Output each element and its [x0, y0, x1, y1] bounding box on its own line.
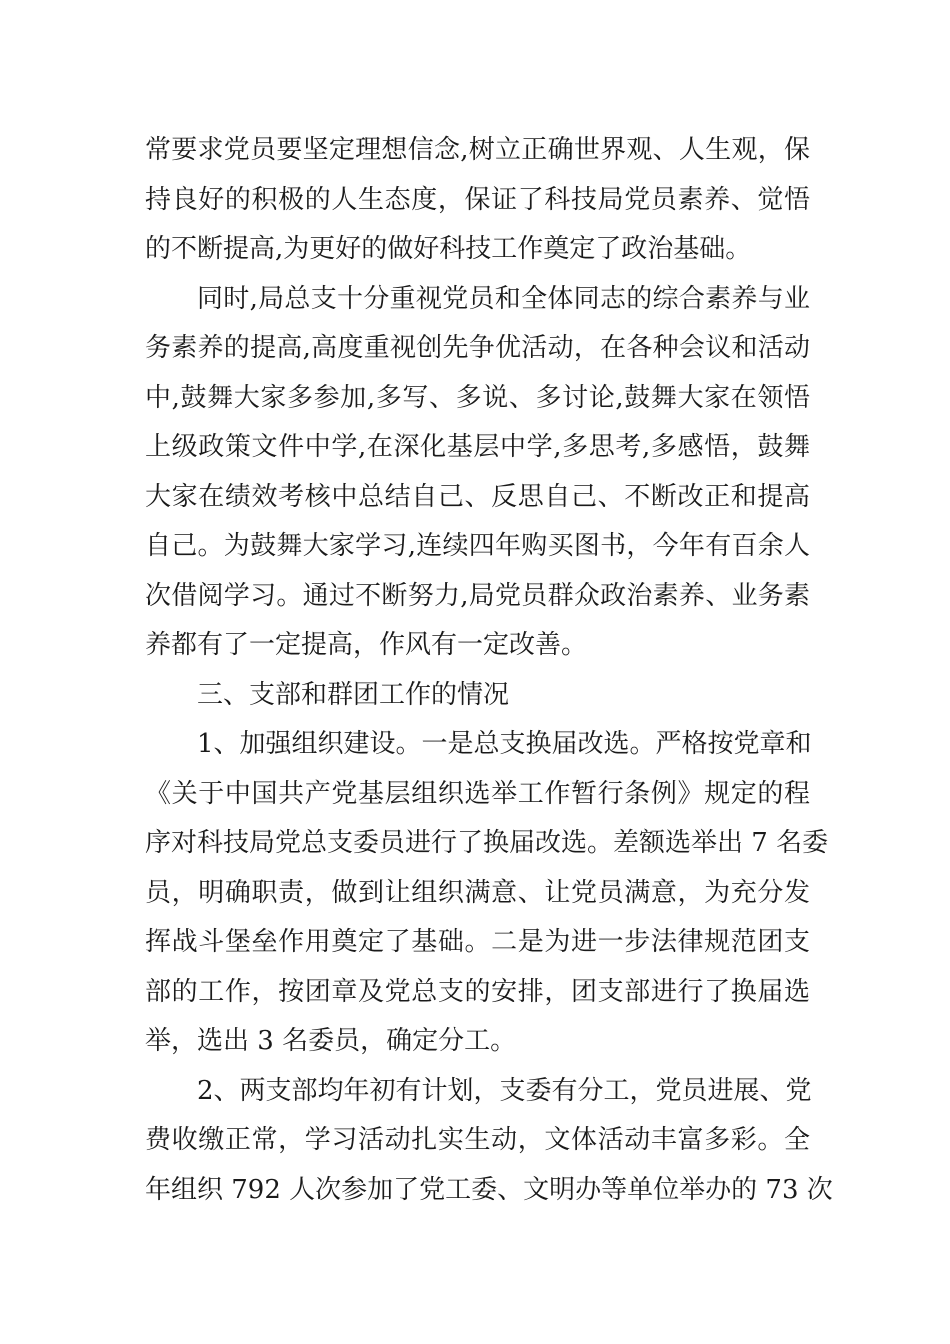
- document-body: [145, 126, 833, 1215]
- text-line: 2、两支部均年初有计划，支委有分工，党员进展、党: [197, 1075, 812, 1106]
- text-line: 挥战斗堡垒作用奠定了基础。二是为进一步法律规范团支: [145, 927, 810, 957]
- text-line: 年组织 792 人次参加了党工委、文明办等单位举办的 73 次: [145, 1174, 833, 1205]
- text-line: 次借阅学习。通过不断努力,局党员群众政治素养、业务素: [145, 580, 810, 611]
- text-line: 中,鼓舞大家多参加,多写、多说、多讨论,鼓舞大家在领悟: [145, 382, 810, 413]
- text-line: 1、加强组织建设。一是总支换届改选。严格按党章和: [197, 729, 812, 759]
- text-line: 持良好的积极的人生态度，保证了科技局党员素养、觉悟: [145, 184, 810, 215]
- text-line: 养都有了一定提高，作风有一定改善。: [145, 630, 588, 660]
- text-line: 《关于中国共产党基层组织选举工作暂行条例》规定的程: [145, 778, 810, 809]
- text-line: 自己。为鼓舞大家学习,连续四年购买图书，今年有百余人: [145, 531, 810, 561]
- text-line: 员，明确职责，做到让组织满意、让党员满意，为充分发: [145, 877, 810, 908]
- text-line: 费收缴正常，学习活动扎实生动，文体活动丰富多彩。全: [145, 1125, 810, 1155]
- text-line: 大家在绩效考核中总结自己、反思自己、不断改正和提高: [145, 481, 810, 512]
- text-line: 同时,局总支十分重视党员和全体同志的综合素养与业: [197, 283, 810, 314]
- section-heading: 三、支部和群团工作的情况: [197, 679, 510, 710]
- text-line: 序对科技局党总支委员进行了换届改选。差额选举出 7 名委: [145, 828, 829, 858]
- text-line: 上级政策文件中学,在深化基层中学,多思考,多感悟，鼓舞: [145, 432, 810, 462]
- text-line: 务素养的提高,高度重视创先争优活动，在各种会议和活动: [145, 333, 810, 363]
- text-line: 常要求党员要坚定理想信念,树立正确世界观、人生观，保: [145, 135, 810, 165]
- text-line: 举，选出 3 名委员，确定分工。: [145, 1026, 517, 1056]
- text-line: 的不断提高,为更好的做好科技工作奠定了政治基础。: [145, 234, 752, 264]
- text-line: 部的工作，按团章及党总支的安排，团支部进行了换届选: [145, 976, 810, 1007]
